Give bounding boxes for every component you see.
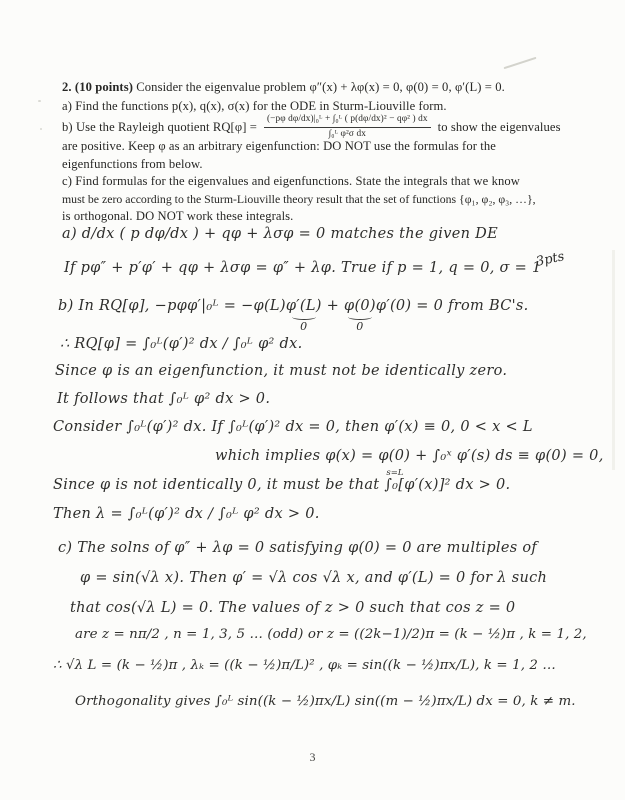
solution-b-line-7 [53, 468, 511, 493]
solution-c-line-6-math: ∫₀ᴸ sin((k − ½)πx/L) sin((m − ½)πx/L) dx = 0, k ≠ m. [214, 694, 576, 709]
solution-c-line-1: c) The solns of φ″ + λφ = 0 satisfying φ(0) = 0 are multiples of [58, 540, 538, 556]
solution-b-line-5: Consider ∫₀ᴸ(φ′)² dx. If ∫₀ᴸ(φ′)² dx = 0, then φ′(x) ≡ 0, 0 < x < L [53, 419, 533, 435]
term-phi-0: φ(0) [344, 298, 376, 314]
solution-b-line-8: Then λ = ∫₀ᴸ(φ′)² dx ∕ ∫₀ᴸ φ² dx > 0. [53, 506, 320, 522]
rq-denominator: ∫₀ᴸ φ²σ dx [328, 128, 366, 139]
scan-speck [40, 128, 42, 130]
solution-c-line-3: that cos(√λ L) = 0. The values of z > 0 such that cos z = 0 [70, 600, 516, 616]
solution-b-line-7-pre: Since φ is not identically 0, it must be that [53, 477, 385, 493]
grade-points-note: 3pts [534, 249, 566, 270]
integral-upper-limit: s=L [386, 468, 404, 478]
integral-sign: ∫₀ [384, 477, 399, 493]
solution-b-line-1-post: φ′(0) = 0 from BC's. [375, 298, 529, 314]
solution-b-line-2: ∴ RQ[φ] = ∫₀ᴸ(φ′)² dx ∕ ∫₀ᴸ φ² dx. [60, 336, 303, 352]
solution-c-line-6 [75, 694, 576, 709]
scan-smudge [504, 57, 537, 69]
problem-line-a: a) Find the functions p(x), q(x), σ(x) for the ODE in Sturm-Liouville form. [62, 99, 447, 113]
solution-b-line-1 [58, 298, 529, 333]
solution-c-line-4: are z = nπ/2 , n = 1, 3, 5 … (odd) or z = ((2k−1)/2)π = (k − ½)π , k = 1, 2, [75, 627, 587, 642]
page-number: 3 [309, 750, 316, 764]
term-phi-prime-L: φ′(L) [285, 298, 322, 314]
rayleigh-quotient-fraction [264, 114, 431, 140]
problem-heading: 2. (10 points) [62, 80, 134, 94]
solution-a-line-1: a) d/dx ( p dφ/dx ) + qφ + λσφ = 0 matches the given DE [62, 226, 498, 242]
scan-speck [38, 100, 41, 102]
problem-line-b2: are positive. Keep φ as an arbitrary eigenfunction: DO NOT use the formulas for the [62, 139, 496, 153]
solution-b-line-6: which implies φ(x) = φ(0) + ∫₀ˣ φ′(s) ds ≡ φ(0) = 0, [215, 448, 604, 464]
problem-line-c1: c) Find formulas for the eigenvalues and eigenfunctions. State the integrals that we know [62, 174, 520, 188]
problem-line-c3: is orthogonal. DO NOT work these integrals. [62, 209, 294, 223]
solution-b-line-1-mid: + [321, 298, 344, 314]
solution-b-line-7-post: [φ′(x)]² dx > 0. [398, 477, 511, 493]
problem-line-b-post: to show the eigenvalues [437, 119, 561, 134]
solution-b-line-4: It follows that ∫₀ᴸ φ² dx > 0. [57, 391, 271, 407]
underbraced-term-2 [344, 298, 376, 333]
underbrace-zero-1: 0 [300, 320, 308, 333]
problem-line-c2: must be zero according to the Sturm-Liouville theory result that the set of functions {φ₁, φ₂, φ₃, …}, [62, 192, 536, 206]
solution-c-line-2: φ = sin(√λ x). Then φ′ = √λ cos √λ x, and φ′(L) = 0 for λ such [80, 570, 548, 586]
solution-b-line-1-pre: b) In RQ[φ], −pφφ′|₀ᴸ = −φ(L) [58, 298, 286, 314]
solution-c-line-5: ∴ √λ L = (k − ½)π , λₖ = ((k − ½)π/L)² , φₖ = sin((k − ½)πx/L), k = 1, 2 … [53, 658, 556, 673]
solution-b-line-3: Since φ is an eigenfunction, it must not be identically zero. [55, 363, 508, 379]
scan-streak [612, 250, 615, 470]
underbrace-zero-2: 0 [356, 320, 364, 333]
solution-c-line-6-pre: Orthogonality gives [75, 694, 215, 709]
solution-a-line-2: If pφ″ + p′φ′ + qφ + λσφ = φ″ + λφ. True if p = 1, q = 0, σ = 1 [64, 260, 542, 276]
problem-line-b-pre: b) Use the Rayleigh quotient RQ[φ] = [62, 119, 257, 134]
underbraced-term-1 [285, 298, 322, 333]
problem-line-b3: eigenfunctions from below. [62, 157, 203, 171]
integral-with-limit [384, 468, 404, 493]
rq-numerator: (−pφ dφ/dx)|₀ᴸ + ∫₀ᴸ ( p(dφ/dx)² − qφ² ) dx [264, 114, 431, 128]
problem-line-1 [62, 80, 505, 95]
problem-line-1-text: Consider the eigenvalue problem φ″(x) + λφ(x) = 0, φ(0) = 0, φ′(L) = 0. [136, 80, 505, 94]
